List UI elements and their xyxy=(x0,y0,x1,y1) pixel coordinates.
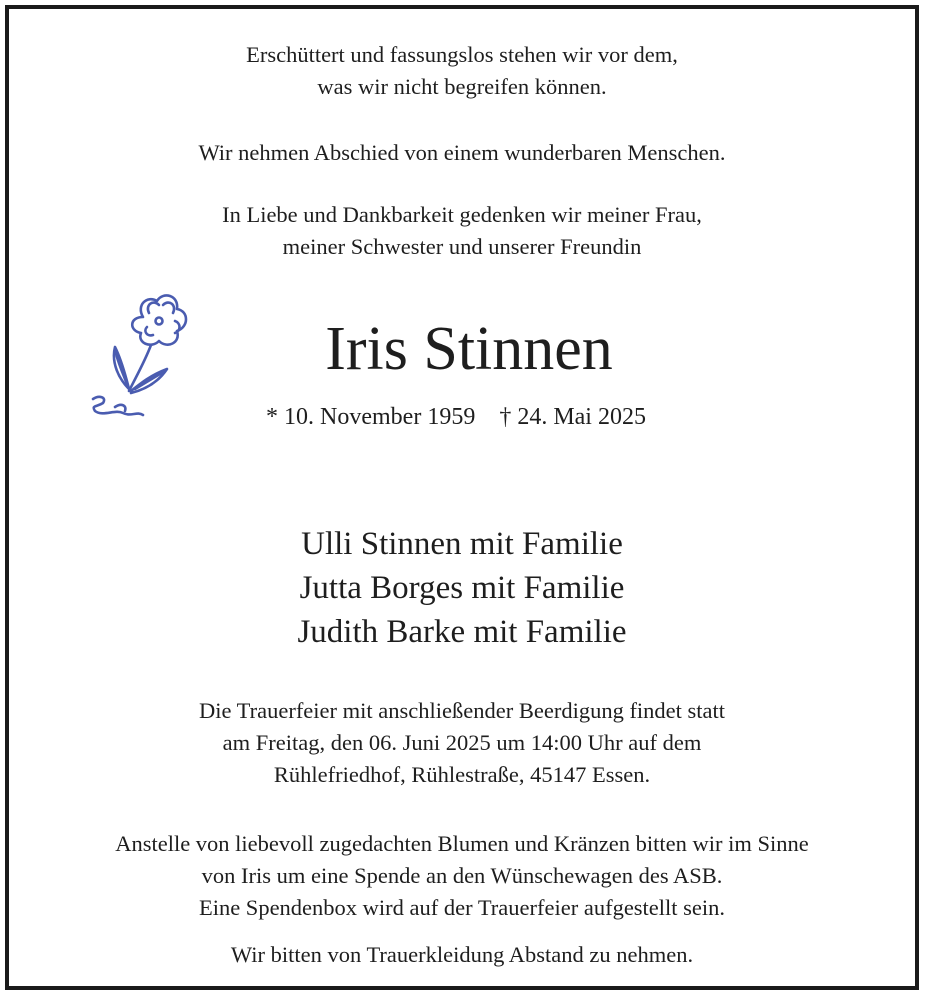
mourners-list xyxy=(9,522,915,654)
intro-line-2: was wir nicht begreifen können. xyxy=(317,74,607,99)
kleidung-text xyxy=(9,939,915,971)
obituary-frame xyxy=(5,5,919,990)
deceased-dates: * 10. November 1959 † 24. Mai 2025 xyxy=(266,404,646,430)
spende-text xyxy=(9,828,915,924)
mourner-1: Ulli Stinnen mit Familie xyxy=(301,526,623,562)
gedenken-text xyxy=(9,199,915,263)
intro-text xyxy=(9,39,915,103)
abschied-text xyxy=(9,137,915,169)
mourner-2: Jutta Borges mit Familie xyxy=(299,570,625,606)
spende-line-3: Eine Spendenbox wird auf der Trauerfeier aufgestellt sein. xyxy=(198,895,726,920)
gedenken-line-1: In Liebe und Dankbarkeit gedenken wir meiner Frau, xyxy=(222,202,702,227)
kleidung-line: Wir bitten von Trauerkleidung Abstand zu nehmen. xyxy=(230,942,694,967)
deceased-name: Iris Stinnen xyxy=(325,315,613,383)
trauerfeier-line-3: Rühlefriedhof, Rühlestraße, 45147 Essen. xyxy=(273,762,651,787)
intro-line-1: Erschüttert und fassungslos stehen wir vor dem, xyxy=(246,42,678,67)
trauerfeier-line-1: Die Trauerfeier mit anschließender Beerdigung findet statt xyxy=(198,698,726,723)
abschied-line: Wir nehmen Abschied von einem wunderbaren Menschen. xyxy=(198,140,726,165)
gedenken-line-2: meiner Schwester und unserer Freundin xyxy=(282,234,642,259)
mourner-3: Judith Barke mit Familie xyxy=(297,614,627,650)
trauerfeier-line-2: am Freitag, den 06. Juni 2025 um 14:00 Uhr auf dem xyxy=(222,730,702,755)
trauerfeier-text xyxy=(9,695,915,791)
spende-line-1: Anstelle von liebevoll zugedachten Blumen und Kränzen bitten wir im Sinne xyxy=(115,831,809,856)
spende-line-2: von Iris um eine Spende an den Wünschewagen des ASB. xyxy=(201,863,723,888)
